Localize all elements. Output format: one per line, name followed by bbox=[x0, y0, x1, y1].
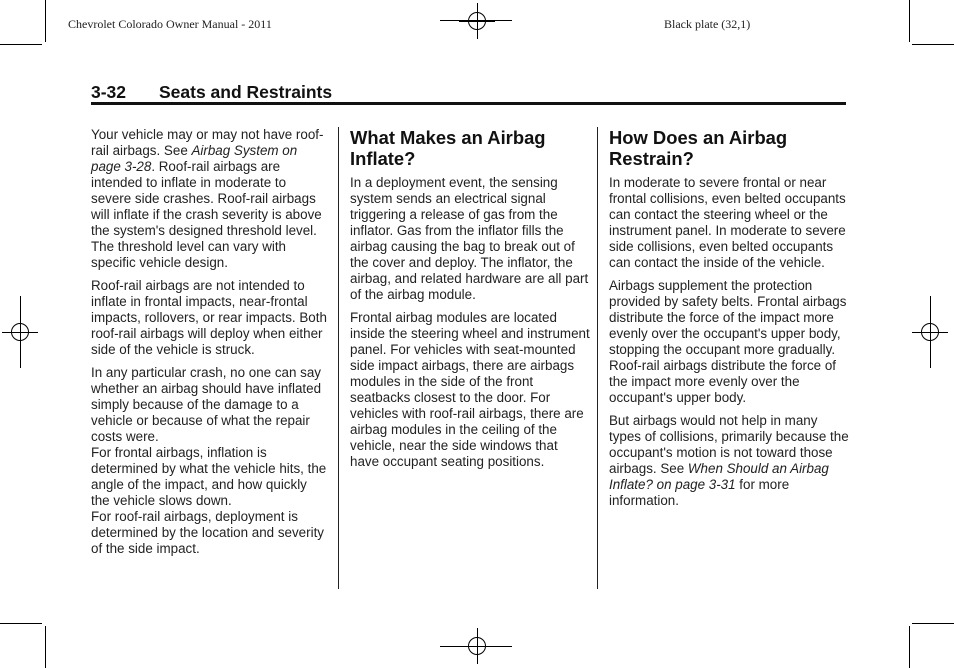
crop-mark bbox=[912, 44, 954, 45]
paragraph: For frontal airbags, inflation is determined by what the vehicle hits, the angle of the impact, and how quickly the vehicle slows down. bbox=[91, 445, 327, 508]
paragraph: For roof-rail airbags, deployment is determined by the location and severity of the side impact. bbox=[91, 509, 324, 556]
crop-mark bbox=[0, 44, 42, 45]
print-slug-title: Chevrolet Colorado Owner Manual - 2011 bbox=[68, 17, 272, 31]
paragraph: In any particular crash, no one can say whether an airbag should have inflated simply because of the damage to a vehicle or because of what the repair costs were. bbox=[91, 365, 322, 444]
paragraph: Airbags supplement the protection provided by safety belts. Frontal airbags distribute the force of the impact more evenly over the occupant's upper body, stopping the occupant more gradually. Roof-rail airbags distribute the force of the impact more evenly over the occupant's upper body. bbox=[609, 278, 847, 405]
crop-mark bbox=[909, 0, 910, 42]
crop-mark bbox=[45, 0, 46, 42]
section-title: Seats and Restraints bbox=[159, 82, 333, 102]
text-column-1 bbox=[91, 127, 329, 564]
paragraph: In a deployment event, the sensing system sends an electrical signal triggering a release of gas from the inflator. Gas from the inflator fills the airbag causing the bag to break out of the cover and deploy. The inflator, the airbag, and related hardware are all part of the airbag module. bbox=[350, 175, 589, 302]
paragraph: But airbags would not help in many types of collisions, primarily because the occupant's motion is not toward those airbags. See When Should an Airbag Inflate? on page 3-31 for more information. bbox=[609, 413, 849, 508]
column-divider bbox=[338, 127, 339, 589]
crop-mark bbox=[909, 626, 910, 668]
header-rule bbox=[91, 102, 846, 105]
section-heading: What Makes an Airbag Inflate? bbox=[350, 127, 546, 169]
registration-mark-icon bbox=[459, 3, 495, 39]
registration-mark-icon bbox=[2, 314, 38, 350]
cross-reference: When Should an Airbag Inflate? on page 3-31 bbox=[609, 461, 829, 492]
paragraph: Frontal airbag modules are located inside the steering wheel and instrument panel. For vehicles with seat-mounted side impact airbags, there are airbags modules in the side of the front seatbacks closest to the door. For vehicles with roof-rail airbags, there are airbag modules in the ceiling of the vehicle, near the side windows that have occupant seating positions. bbox=[350, 310, 590, 469]
print-slug-plate: Black plate (32,1) bbox=[664, 17, 751, 31]
paragraph: In moderate to severe frontal or near frontal collisions, even belted occupants can contact the steering wheel or the instrument panel. In moderate to severe side collisions, even belted occupants can contact the inside of the vehicle. bbox=[609, 175, 846, 270]
registration-mark-icon bbox=[459, 628, 495, 664]
paragraph: Your vehicle may or may not have roof-rail airbags. See Airbag System on page 3-28. Roof-rail airbags are intended to inflate in moderate to severe side crashes. Roof-rail airbags will inflate if the crash severity is above the system's designed threshold level. The threshold level can vary with specific vehicle design. bbox=[91, 127, 324, 270]
column-divider bbox=[597, 127, 598, 589]
crop-mark bbox=[45, 626, 46, 668]
crop-mark bbox=[0, 623, 42, 624]
registration-mark-icon bbox=[912, 314, 948, 350]
section-heading: How Does an Airbag Restrain? bbox=[609, 127, 788, 169]
text-column-2 bbox=[350, 127, 590, 477]
paragraph: Roof-rail airbags are not intended to inflate in frontal impacts, near-frontal impacts, rollovers, or rear impacts. Both roof-rail airbags will deploy when either side of the vehicle is struck. bbox=[91, 278, 327, 357]
cross-reference: Airbag System on page 3-28 bbox=[91, 143, 298, 174]
page-number: 3-32 bbox=[91, 82, 127, 102]
text-column-3 bbox=[609, 127, 849, 516]
crop-mark bbox=[912, 623, 954, 624]
